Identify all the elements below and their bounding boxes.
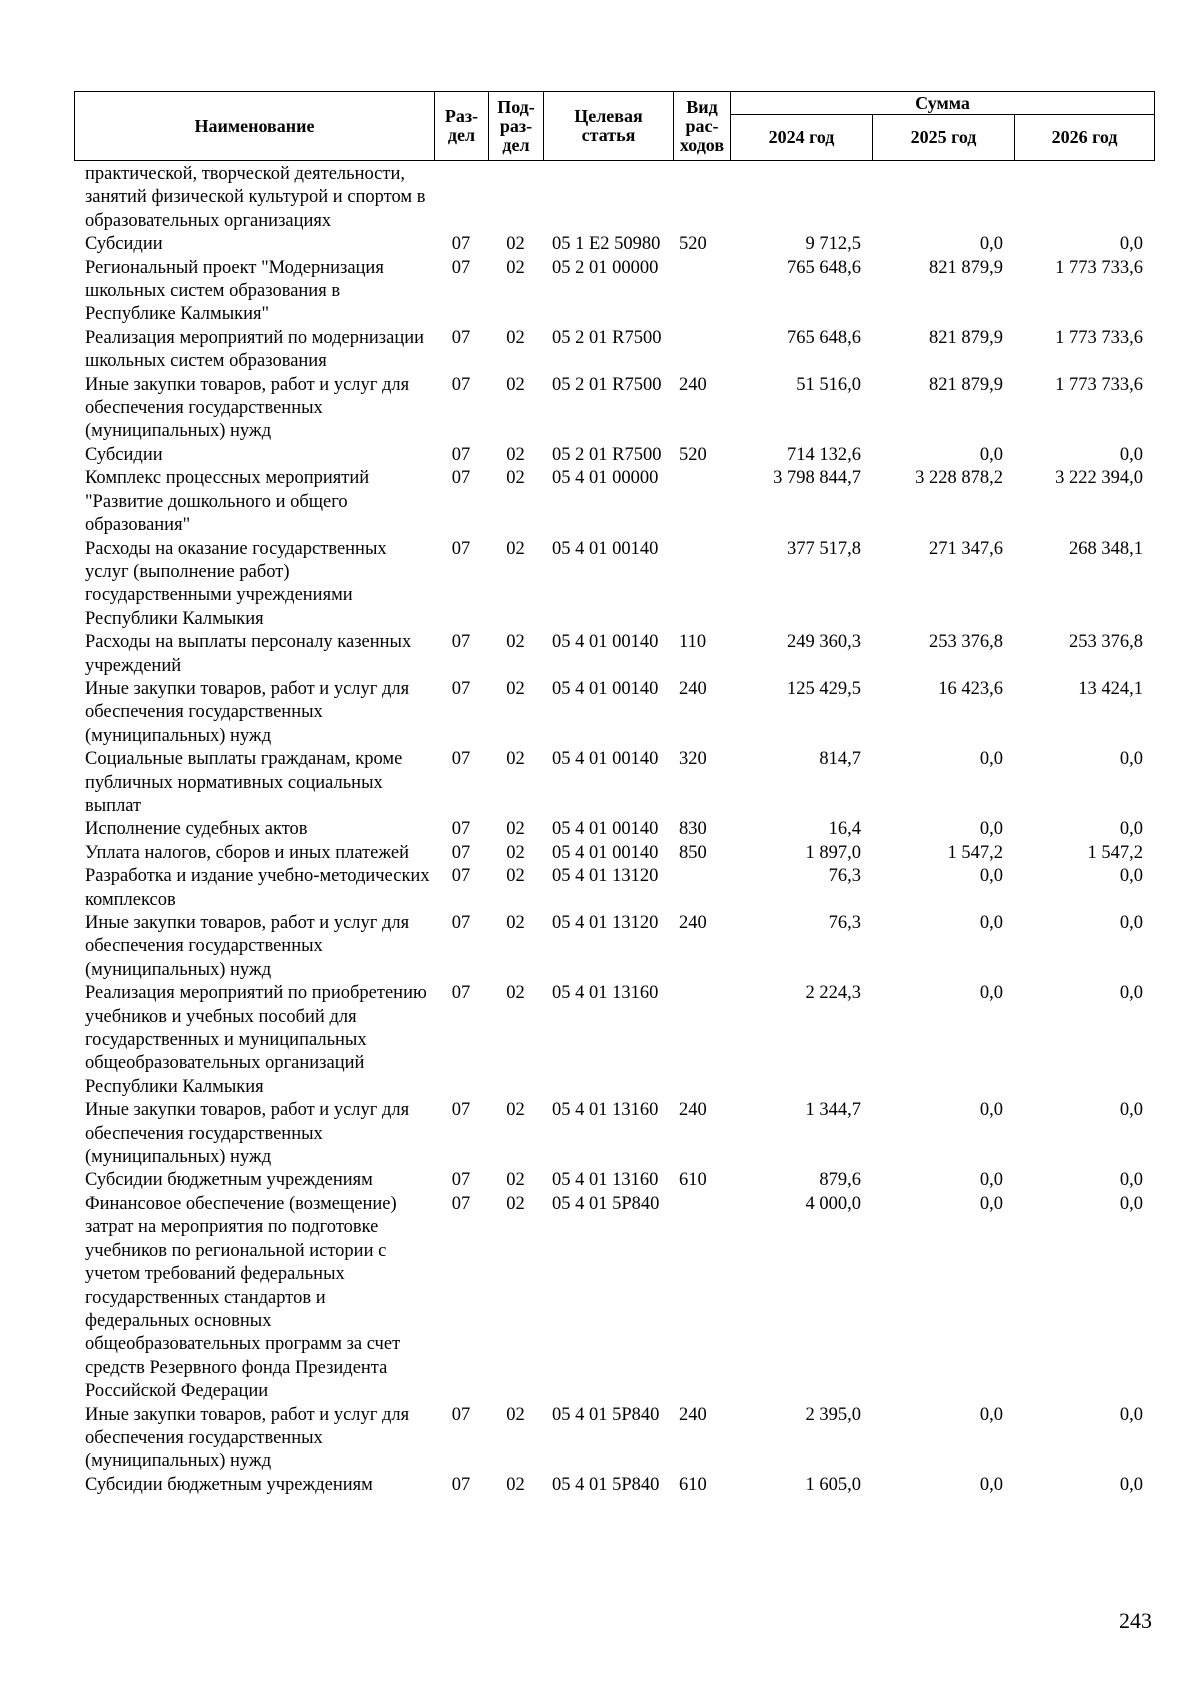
table-body [74,163,1154,1497]
row-sum-2026: 0,0 [1119,983,1143,1004]
row-expense-type: 240 [679,1404,707,1425]
row-sum-2025: 0,0 [979,866,1003,887]
row-target-article: 05 4 01 00000 [552,468,659,489]
row-name: Субсидии бюджетным учреждениям [85,1474,373,1495]
row-target-article: 05 4 01 5P840 [552,1193,660,1214]
row-sum-2024: 2 224,3 [805,983,861,1004]
row-sum-2024: 714 132,6 [787,444,861,465]
header-razdel-line1: Раз- [444,106,479,126]
row-expense-type: 240 [679,374,707,395]
row-sum-2024: 1 897,0 [805,842,861,863]
row-expense-type [673,982,730,1099]
row-name: Иные закупки товаров, работ и услуг для обеспечения государственных (муниципальных) нужд [85,1404,410,1472]
row-sum-2025: 0,0 [979,1170,1003,1191]
row-sum-2025: 821 879,9 [929,257,1003,278]
header-podrazdel-line1: Под- [497,96,535,117]
row-sum-2025: 0,0 [979,444,1003,465]
row-sum-2024: 4 000,0 [805,1193,861,1214]
row-target-article: 05 2 01 00000 [552,257,659,278]
row-name: Иные закупки товаров, работ и услуг для обеспечения государственных (муниципальных) нужд [85,374,410,442]
row-target-article: 05 4 01 00140 [552,819,659,840]
row-razdel [434,163,488,233]
row-target-article: 05 2 01 R7500 [552,327,662,348]
row-razdel: 07 [451,444,471,465]
row-sum-2025: 0,0 [979,234,1003,255]
row-sum-2025: 0,0 [979,913,1003,933]
row-podrazdel: 02 [506,374,525,395]
row-sum-2025: 1 547,2 [947,842,1003,863]
row-sum-2026: 0,0 [1119,1404,1143,1425]
row-sum-2024: 377 517,8 [787,538,861,559]
row-razdel: 07 [451,257,471,278]
row-name: Финансовое обеспечение (возмещение) затрат на мероприятия по подготовке учебников по региональной истории с учетом требований федеральных государственных стандартов и федеральных основных общеобразовательных программ за счет средств Резервного фонда Президента Российской Федерации [85,1193,401,1402]
header-vid [674,92,731,161]
table-row [74,678,1154,748]
row-target-article: 05 2 01 R7500 [552,444,662,465]
row-razdel: 07 [451,983,471,1004]
row-expense-type: 850 [679,842,707,863]
row-podrazdel: 02 [506,468,525,489]
table-row [74,1474,1154,1497]
row-sum-2024: 249 360,3 [787,632,861,653]
row-target-article: 05 4 01 13120 [552,866,659,887]
row-sum-2026: 0,0 [1119,234,1143,255]
page-number: 243 [1119,1608,1152,1633]
header-2026: 2026 год [1015,115,1155,161]
row-expense-type: 830 [679,819,707,840]
row-podrazdel: 02 [506,819,525,840]
row-sum-2026: 0,0 [1119,444,1143,465]
row-expense-type: 240 [679,678,707,699]
row-name: Субсидии бюджетным учреждениям [85,1170,373,1191]
row-expense-type: 610 [679,1170,707,1191]
row-target-article: 05 2 01 R7500 [552,374,662,395]
row-sum-2024: 814,7 [819,749,861,770]
table-header [74,91,1155,161]
row-expense-type [673,865,730,912]
row-sum-2024: 3 798 844,7 [773,468,861,489]
header-razdel [435,92,489,161]
row-target-article: 05 4 01 13120 [552,913,659,933]
row-razdel: 07 [451,749,471,770]
row-sum-2026: 0,0 [1119,749,1143,770]
row-expense-type: 520 [679,234,707,255]
table-row [74,327,1154,374]
header-podrazdel [489,92,544,161]
row-sum-2026: 0,0 [1119,1170,1143,1191]
row-name: практической, творческой деятельности, занятий физической культурой и спортом в образовательных организациях [85,164,426,231]
row-razdel: 07 [451,913,471,933]
row-razdel: 07 [451,1474,471,1495]
row-target-article: 05 4 01 00140 [552,678,659,699]
row-podrazdel: 02 [506,842,525,863]
row-target-article: 05 1 E2 50980 [552,234,661,255]
row-name: Иные закупки товаров, работ и услуг для обеспечения государственных (муниципальных) нужд [85,678,410,746]
header-podrazdel-line3: дел [502,134,530,155]
row-expense-type [673,1193,730,1404]
row-target-article: 05 4 01 5P840 [552,1474,660,1495]
row-sum-2024: 765 648,6 [787,257,861,278]
budget-table [74,163,1154,1497]
table-row [74,818,1154,841]
row-sum-2026: 0,0 [1119,913,1143,933]
row-razdel: 07 [451,819,471,840]
row-expense-type [673,467,730,537]
row-expense-type: 240 [679,1100,707,1121]
table-row [74,467,1154,537]
row-sum-2026: 268 348,1 [1069,538,1143,559]
row-sum-2024: 879,6 [819,1170,861,1191]
row-sum-2026: 0,0 [1119,819,1143,840]
row-name: Субсидии [85,444,163,465]
header-vid-line1: Вид [686,96,718,117]
row-sum-2025: 0,0 [979,1404,1003,1425]
row-sum-2026: 1 773 733,6 [1055,327,1143,348]
row-sum-2026: 1 773 733,6 [1055,257,1143,278]
header-2024: 2024 год [731,115,873,161]
table-row [74,982,1154,1099]
row-razdel: 07 [451,1170,471,1191]
row-name: Комплекс процессных мероприятий "Развитие дошкольного и общего образования" [85,468,370,536]
row-razdel: 07 [451,234,471,255]
row-sum-2025: 0,0 [979,1193,1003,1214]
row-podrazdel: 02 [506,1193,525,1214]
row-target-article: 05 4 01 00140 [552,632,659,653]
table-row [74,1169,1154,1192]
row-podrazdel: 02 [506,1404,525,1425]
table-row [74,163,1154,233]
row-podrazdel: 02 [506,749,525,770]
row-podrazdel: 02 [506,257,525,278]
row-expense-type [673,257,730,327]
row-name: Расходы на оказание государственных услуг (выполнение работ) государственными учреждениями Республики Калмыкия [85,538,387,629]
row-sum-2024: 76,3 [828,913,861,933]
row-sum-2024: 1 605,0 [805,1474,861,1495]
row-sum-2025: 0,0 [979,983,1003,1004]
row-sum-2025: 0,0 [979,1100,1003,1121]
row-razdel: 07 [451,374,471,395]
table-row [74,912,1154,982]
header-target-line1: Целевая [574,106,643,126]
row-target-article [543,163,673,233]
row-sum-2024: 765 648,6 [787,327,861,348]
row-podrazdel: 02 [506,1474,525,1495]
row-expense-type [673,327,730,374]
row-sum-2024 [730,163,872,233]
header-target-line2: статья [581,125,636,145]
row-name: Исполнение судебных актов [85,819,308,840]
header-name: Наименование [75,92,435,161]
row-expense-type: 110 [679,632,707,653]
table-row [74,842,1154,865]
row-target-article: 05 4 01 13160 [552,983,659,1004]
table-row [74,865,1154,912]
row-podrazdel: 02 [506,913,525,933]
row-sum-2024: 1 344,7 [805,1100,861,1121]
table-row [74,1193,1154,1404]
row-razdel: 07 [451,468,471,489]
row-sum-2026: 0,0 [1119,1193,1143,1214]
row-razdel: 07 [451,1193,471,1214]
row-podrazdel: 02 [506,538,525,559]
row-sum-2026: 0,0 [1119,1100,1143,1121]
table-row [74,538,1154,632]
row-podrazdel: 02 [506,983,525,1004]
row-name: Уплата налогов, сборов и иных платежей [85,842,410,863]
row-podrazdel: 02 [506,1100,525,1121]
table-row [74,444,1154,467]
row-sum-2026: 3 222 394,0 [1055,468,1143,489]
table-row [74,748,1154,818]
row-sum-2025 [872,163,1014,233]
row-podrazdel: 02 [506,632,525,653]
row-razdel: 07 [451,538,471,559]
row-sum-2025: 0,0 [979,749,1003,770]
row-sum-2026: 1 773 733,6 [1055,374,1143,395]
row-razdel: 07 [451,678,471,699]
row-podrazdel: 02 [506,678,525,699]
table-row [74,1099,1154,1169]
row-podrazdel: 02 [506,444,525,465]
row-podrazdel: 02 [506,234,525,255]
row-expense-type: 320 [679,749,707,770]
row-sum-2026: 253 376,8 [1069,632,1143,653]
row-sum-2024: 76,3 [828,866,861,887]
row-razdel: 07 [451,866,471,887]
row-sum-2025: 16 423,6 [938,678,1003,699]
row-sum-2025: 821 879,9 [929,374,1003,395]
header-podrazdel-line2: раз- [499,115,533,136]
header-vid-line3: ходов [679,134,725,155]
row-sum-2026: 0,0 [1119,866,1143,887]
row-sum-2025: 0,0 [979,1474,1003,1495]
row-name: Иные закупки товаров, работ и услуг для обеспечения государственных (муниципальных) нужд [85,913,410,980]
row-name: Субсидии [85,234,163,255]
header-sum: Сумма [731,92,1155,115]
row-expense-type [673,538,730,632]
row-podrazdel [488,163,543,233]
row-razdel: 07 [451,1100,471,1121]
header-2025: 2025 год [873,115,1015,161]
row-razdel: 07 [451,1404,471,1425]
row-name: Реализация мероприятий по приобретению учебников и учебных пособий для государственных и муниципальных общеобразовательных организаций Республики Калмыкия [85,983,427,1097]
row-razdel: 07 [451,327,471,348]
table-row [74,257,1154,327]
table-row [74,631,1154,678]
row-sum-2026: 13 424,1 [1078,678,1143,699]
row-razdel: 07 [451,842,471,863]
header-razdel-line2: дел [447,125,476,145]
row-sum-2026 [1014,163,1154,233]
header-vid-line2: рас- [685,115,719,136]
row-sum-2025: 0,0 [979,819,1003,840]
row-sum-2026: 1 547,2 [1087,842,1143,863]
row-name: Расходы на выплаты персоналу казенных учреждений [85,632,412,676]
row-expense-type [673,163,730,233]
row-target-article: 05 4 01 5P840 [552,1404,660,1425]
row-name: Региональный проект "Модернизация школьных систем образования в Республике Калмыкия" [85,257,384,325]
row-target-article: 05 4 01 13160 [552,1100,659,1121]
row-sum-2024: 2 395,0 [805,1404,861,1425]
row-podrazdel: 02 [506,1170,525,1191]
row-sum-2025: 271 347,6 [929,538,1003,559]
row-target-article: 05 4 01 00140 [552,842,659,863]
row-sum-2024: 16,4 [828,819,861,840]
row-target-article: 05 4 01 00140 [552,538,659,559]
table-row [74,1404,1154,1474]
row-name: Иные закупки товаров, работ и услуг для обеспечения государственных (муниципальных) нужд [85,1100,410,1168]
row-expense-type: 610 [679,1474,707,1495]
row-name: Реализация мероприятий по модернизации школьных систем образования [85,327,425,372]
row-podrazdel: 02 [506,327,525,348]
row-sum-2025: 3 228 878,2 [915,468,1003,489]
table-row [74,233,1154,256]
row-sum-2024: 125 429,5 [787,678,861,699]
row-expense-type: 520 [679,444,707,465]
row-podrazdel: 02 [506,866,525,887]
row-expense-type: 240 [679,913,707,933]
row-name: Разработка и издание учебно-методических комплексов [85,866,430,910]
header-target [544,92,674,161]
table-row [74,374,1154,444]
row-sum-2024: 51 516,0 [796,374,861,395]
row-razdel: 07 [451,632,471,653]
row-sum-2025: 253 376,8 [929,632,1003,653]
row-name: Социальные выплаты гражданам, кроме публичных нормативных социальных выплат [85,749,403,816]
row-sum-2026: 0,0 [1119,1474,1143,1495]
row-target-article: 05 4 01 00140 [552,749,659,770]
row-target-article: 05 4 01 13160 [552,1170,659,1191]
row-sum-2025: 821 879,9 [929,327,1003,348]
row-sum-2024: 9 712,5 [805,234,861,255]
